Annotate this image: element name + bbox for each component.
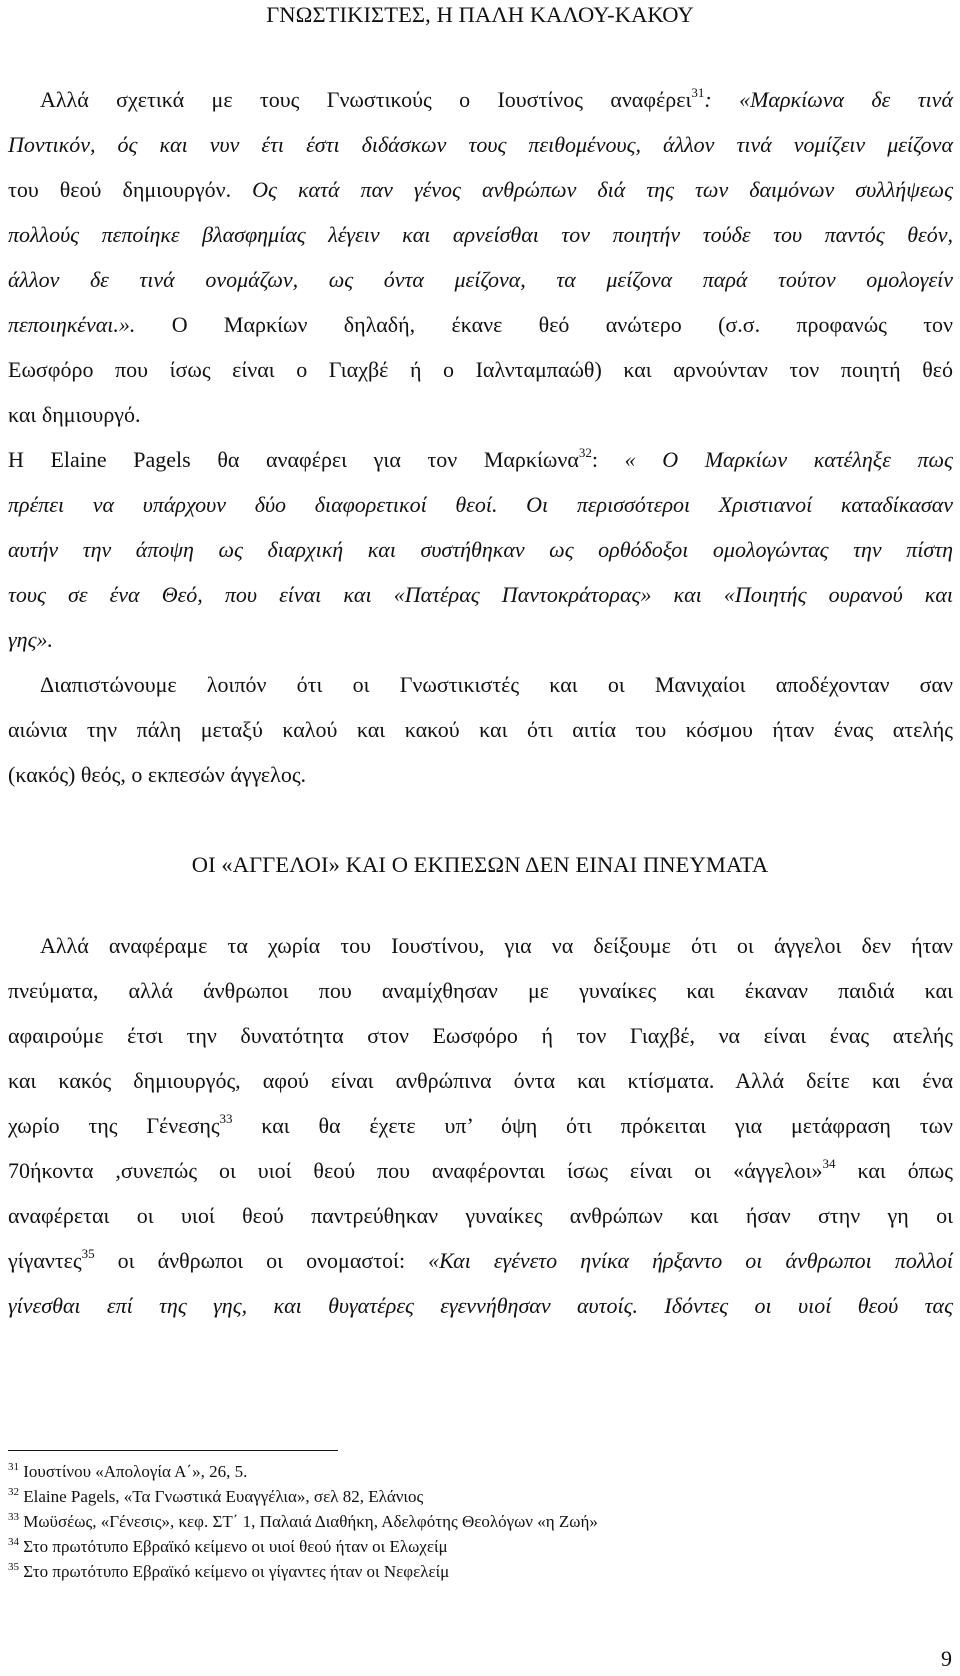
text-run: Αλλά σχετικά με τους Γνωστικούς ο Ιουστίνος αναφέρει <box>40 87 692 112</box>
footnote-text: Elaine Pagels, «Τα Γνωστικά Ευαγγέλια», σελ 82, Ελάνιος <box>19 1487 424 1506</box>
footnote-33 <box>8 1512 598 1532</box>
footnote-number: 31 <box>8 1461 19 1473</box>
paragraph-2-line-4: τους σε ένα Θεό, που είναι και «Πατέρας Παντοκράτορας» και «Ποιητής ουρανού και <box>8 582 953 607</box>
paragraph-1-line-8: και δημιουργό. <box>8 402 141 427</box>
paragraph-3-line-1: Διαπιστώνουμε λοιπόν ότι οι Γνωστικιστές και οι Μανιχαίοι αποδέχονταν σαν <box>40 672 953 697</box>
paragraph-3-line-3: (κακός) θεός, ο εκπεσών άγγελος. <box>8 762 307 787</box>
paragraph-2-line-2: πρέπει να υπάρχουν δύο διαφορετικοί θεοί. Οι περισσότεροι Χριστιανοί καταδίκασαν <box>8 492 953 517</box>
paragraph-1-line-5: άλλον δε τινά ονομάζων, ως όντα μείζονα, τα μείζονα παρά τούτον ομολογείν <box>8 267 953 292</box>
footnote-text: Στο πρωτότυπο Εβραϊκό κείμενο οι γίγαντες ήταν οι Νεφελείμ <box>19 1562 450 1581</box>
paragraph-2-line-3: αυτήν την άποψη ως διαρχική και συστήθηκαν ως ορθόδοξοι ομολογώντας την πίστη <box>8 537 953 562</box>
page-title: ΓΝΩΣΤΙΚΙΣΤΕΣ, Η ΠΑΛΗ ΚΑΛΟΥ-ΚΑΚΟΥ <box>266 2 694 27</box>
paragraph-4-line-4: και κακός δημιουργός, αφού είναι ανθρώπινα όντα και κτίσματα. Αλλά δείτε και ένα <box>8 1068 953 1093</box>
page-number: 9 <box>941 1646 952 1671</box>
footnote-ref-31[interactable]: 31 <box>691 85 705 100</box>
footnote-number: 33 <box>8 1511 19 1523</box>
text-run: « Ο Μαρκίων κατέληξε πως <box>624 447 953 472</box>
paragraph-4-line-7: αναφέρεται οι υιοί θεού παντρεύθηκαν γυναίκες ανθρώπων και ήσαν στην γη οι <box>8 1203 953 1228</box>
paragraph-1-line-1 <box>40 86 953 114</box>
footnote-number: 32 <box>8 1486 19 1498</box>
footnote-32 <box>8 1487 423 1507</box>
paragraph-4-line-8 <box>8 1247 953 1275</box>
paragraph-1-line-4: πολλούς πεποίηκε βλασφημίας λέγειν και αρνείσθαι τον ποιητήν τούδε του παντός θεόν, <box>8 222 953 247</box>
paragraph-1-line-6 <box>8 311 953 339</box>
footnote-ref-34[interactable]: 34 <box>822 1156 836 1171</box>
text-run: χωρίο της Γένεσης <box>8 1113 220 1138</box>
footnote-ref-35[interactable]: 35 <box>81 1246 95 1261</box>
text-run: : «Μαρκίωνα δε τινά <box>704 87 953 112</box>
paragraph-2-line-1 <box>8 446 953 474</box>
text-run: : <box>591 447 625 472</box>
footnote-number: 35 <box>8 1561 19 1573</box>
footnote-ref-32[interactable]: 32 <box>578 445 592 460</box>
text-run: Ο Μαρκίων δηλαδή, έκανε θεό ανώτερο (σ.σ. προφανώς τον <box>135 312 953 337</box>
footnote-34 <box>8 1537 448 1557</box>
paragraph-4-line-1: Αλλά αναφέραμε τα χωρία του Ιουστίνου, για να δείξουμε ότι οι άγγελοι δεν ήταν <box>40 933 953 958</box>
text-run: οι άνθρωποι οι ονομαστοί: <box>94 1248 429 1273</box>
text-run: πεποιηκέναι.». <box>8 312 136 337</box>
text-run: Η Elaine Pagels θα αναφέρει για τον Μαρκίωνα <box>8 447 579 472</box>
paragraph-1-line-7: Εωσφόρο που ίσως είναι ο Γιαχβέ ή ο Ιαλνταμπαώθ) και αρνούνταν τον ποιητή θεό <box>8 357 953 382</box>
footnote-text: Στο πρωτότυπο Εβραϊκό κείμενο οι υιοί θεού ήταν οι Ελωχείμ <box>19 1537 448 1556</box>
section-heading: ΟΙ «ΑΓΓΕΛΟΙ» ΚΑΙ Ο ΕΚΠΕΣΩΝ ΔΕΝ ΕΙΝΑΙ ΠΝΕΥΜΑΤΑ <box>191 852 769 877</box>
footnote-divider <box>8 1450 338 1451</box>
paragraph-1-line-2: Ποντικόν, ός και νυν έτι έστι διδάσκων τους πειθομένους, άλλον τινά νομίζειν μείζονα <box>8 132 953 157</box>
footnote-31 <box>8 1462 247 1482</box>
paragraph-4-line-5 <box>8 1112 953 1140</box>
footnote-ref-33[interactable]: 33 <box>219 1111 233 1126</box>
text-run: γίγαντες <box>8 1248 82 1273</box>
footnote-text: Ιουστίνου «Απολογία Α΄», 26, 5. <box>19 1462 248 1481</box>
paragraph-4-line-6 <box>8 1157 953 1185</box>
footnote-35 <box>8 1562 449 1582</box>
text-run: Ος κατά παν γένος ανθρώπων διά της των δαιμόνων συλλήψεως <box>231 177 953 202</box>
text-run: και όπως <box>835 1158 953 1183</box>
text-run: και θα έχετε υπ’ όψη ότι πρόκειται για μετάφραση των <box>232 1113 953 1138</box>
paragraph-3-line-2: αιώνια την πάλη μεταξύ καλού και κακού και ότι αιτία του κόσμου ήταν ένας ατελής <box>8 717 953 742</box>
paragraph-4-line-3: αφαιρούμε έτσι την δυνατότητα στον Εωσφόρο ή τον Γιαχβέ, να είναι ένας ατελής <box>8 1023 953 1048</box>
footnote-number: 34 <box>8 1536 19 1548</box>
paragraph-2-line-5: γης». <box>8 627 54 652</box>
paragraph-4-line-9: γίνεσθαι επί της γης, και θυγατέρες εγεννήθησαν αυτοίς. Ιδόντες οι υιοί θεού τας <box>8 1293 953 1318</box>
text-run: του θεού δημιουργόν. <box>8 177 232 202</box>
text-run: 70ήκοντα ,συνεπώς οι υιοί θεού που αναφέρονται ίσως είναι οι «άγγελοι» <box>8 1158 823 1183</box>
paragraph-1-line-3 <box>8 176 953 204</box>
paragraph-4-line-2: πνεύματα, αλλά άνθρωποι που αναμίχθησαν με γυναίκες και έκαναν παιδιά και <box>8 978 953 1003</box>
text-run: «Και εγένετο ηνίκα ήρξαντο οι άνθρωποι πολλοί <box>428 1248 954 1273</box>
footnote-text: Μωϋσέως, «Γένεσις», κεφ. ΣΤ΄ 1, Παλαιά Διαθήκη, Αδελφότης Θεολόγων «η Ζωή» <box>19 1512 598 1531</box>
